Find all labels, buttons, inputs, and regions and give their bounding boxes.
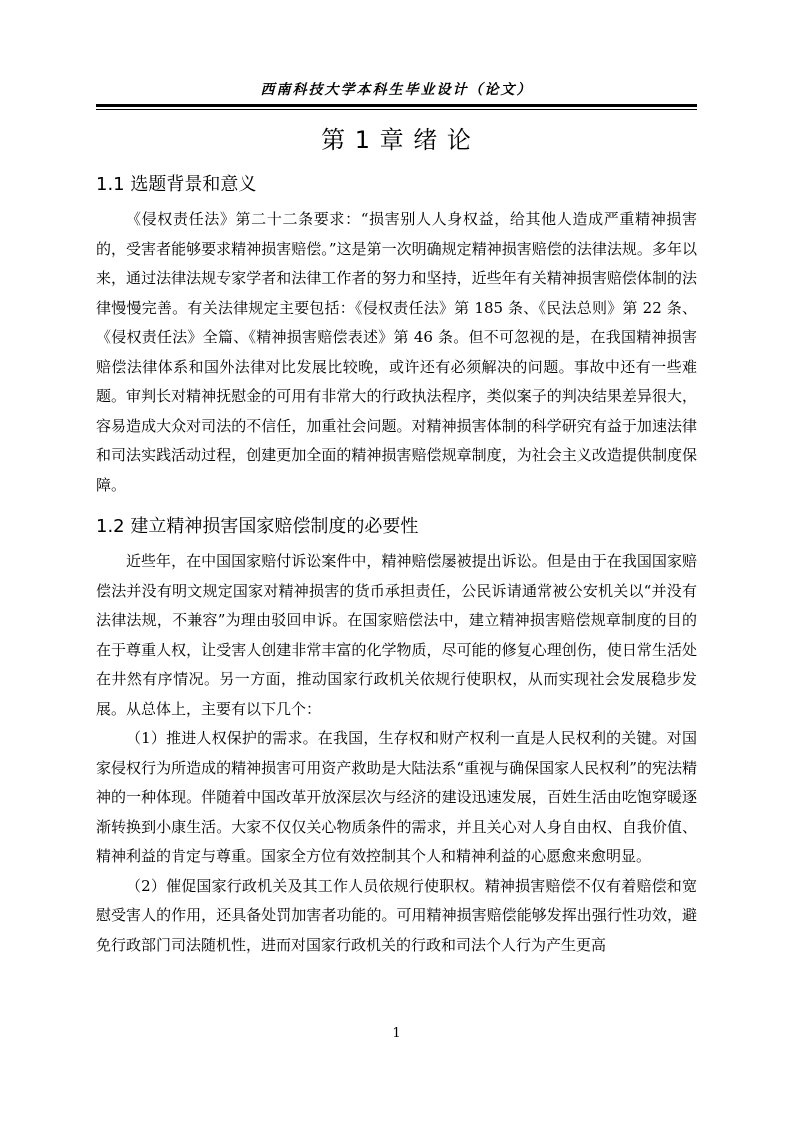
section-heading-1-1: 1.1 选题背景和意义 — [96, 174, 257, 195]
section-body-1-2 — [96, 547, 697, 960]
paragraph: （2）催促国家行政机关及其工作人员依规行使职权。精神损害赔偿不仅有着赔偿和宽慰受害人的作用，还具备处罚加害者功能的。可用精神损害赔偿能够发挥出强行性功效，避免行政部门司法随机性，进而对国家行政机关的行政和司法个人行为产生更高 — [96, 876, 697, 954]
paragraph: 《侵权责任法》第二十二条要求：“损害别人人身权益，给其他人造成严重精神损害的，受害者能够要求精神损害赔偿。”这是第一次明确规定精神损害赔偿的法律法规。多年以来，通过法律法规专家学者和法律工作者的努力和坚持，近些年有关精神损害赔偿体制的法律慢慢完善。有关法律规定主要包括：《侵权责任法》第 185 条、《民法总则》第 22 条、《侵权责任法》全篇、《精神损害赔偿表述》第 46 条。但不可忽视的是，在我国精神损害赔偿法律体系和国外法律对比发展比较晚，或许还有必须解决的问题。事故中还有一些难题。审判长对精神抚慰金的可用有非常大的行政执法程序，类似案子的判决结果差异很大，容易造成大众对司法的不信任，加重社会问题。对精神损害体制的科学研究有益于加速法律和司法实践活动过程，创建更加全面的精神损害赔偿规章制度，为社会主义改造提供制度保障。 — [96, 210, 697, 494]
chapter-title: 第 1 章 绪 论 — [321, 126, 472, 154]
header-rule-thick — [96, 104, 697, 107]
section-body-1-1 — [96, 205, 697, 500]
section-heading-1-2: 1.2 建立精神损害国家赔偿制度的必要性 — [96, 516, 419, 537]
header-rule-thin — [96, 109, 697, 110]
page-number: 1 — [392, 1026, 401, 1041]
paragraph: 近些年，在中国国家赔付诉讼案件中，精神赔偿屡被提出诉讼。但是由于在我国国家赔偿法并没有明文规定国家对精神损害的货币承担责任，公民诉请通常被公安机关以“并没有法律法规，不兼容”为理由驳回申诉。在国家赔偿法中，建立精神损害赔偿规章制度的目的在于尊重人权，让受害人创建非常丰富的化学物质，尽可能的修复心理创伤，使日常生活处在井然有序情况。另一方面，推动国家行政机关依规行使职权，从而实现社会发展稳步发展。从总体上，主要有以下几个： — [96, 552, 697, 718]
paragraph: （1）推进人权保护的需求。在我国，生存权和财产权利一直是人民权利的关键。对国家侵权行为所造成的精神损害可用资产救助是大陆法系“重视与确保国家人民权利”的宪法精神的一种体现。伴随着中国改革开放深层次与经济的建设迅速发展，百姓生活由吃饱穿暖逐渐转换到小康生活。大家不仅仅关心物质条件的需求，并且关心对人身自由权、自我价值、精神利益的肯定与尊重。国家全方位有效控制其个人和精神利益的心愿愈来愈明显。 — [96, 729, 697, 865]
running-header: 西南科技大学本科生毕业设计（论文） — [260, 82, 533, 98]
